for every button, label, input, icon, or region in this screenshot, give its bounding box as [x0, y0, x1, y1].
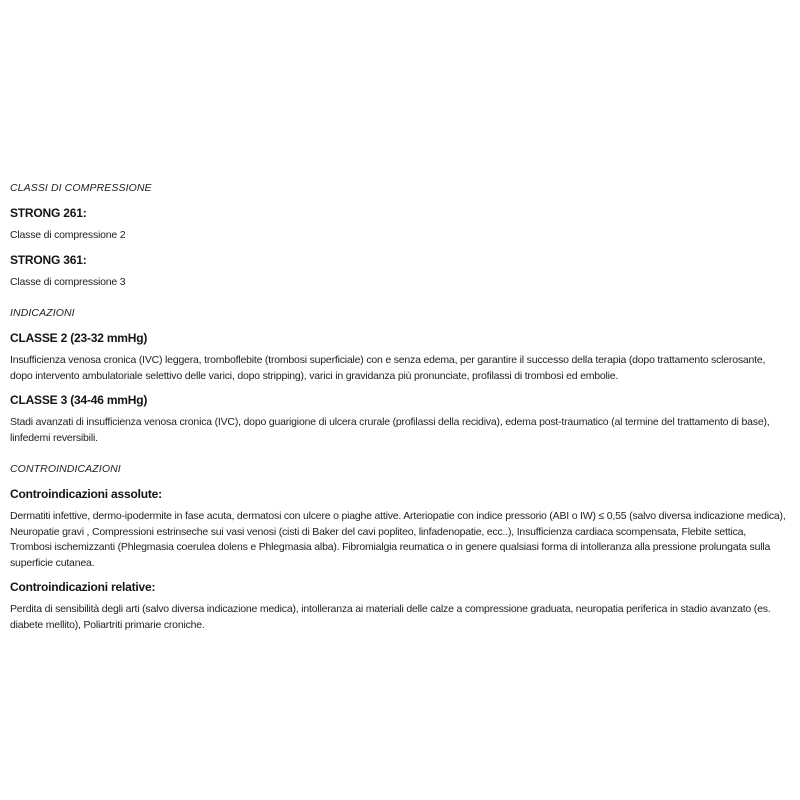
entry-label-classe-3: CLASSE 3 (34-46 mmHg) — [10, 393, 148, 407]
entry-label-classe-2: CLASSE 2 (23-32 mmHg) — [10, 331, 148, 345]
entry-text-classe-2: Insufficienza venosa cronica (IVC) leggera, tromboflebite (trombosi superficiale) con e senza edema, per garantire il successo della terapia (dopo trattamento sclerosante, dopo intervento ambulatoriale selettivo delle varici, dopo stripping), varici in gravidanza più pronunciate, profilassi di trombosi ed embolie. — [10, 354, 766, 382]
section-indicazioni — [10, 306, 790, 446]
section-title-classi-di-compressione: CLASSI DI COMPRESSIONE — [10, 182, 152, 194]
entry-label-controindicazioni-relative: Controindicazioni relative: — [10, 580, 156, 594]
entry-label-controindicazioni-assolute: Controindicazioni assolute: — [10, 487, 162, 501]
entry-label-strong-261: STRONG 261: — [10, 206, 87, 220]
section-title-controindicazioni: CONTROINDICAZIONI — [10, 463, 121, 475]
section-controindicazioni — [10, 462, 790, 633]
entry-text-controindicazioni-assolute: Dermatiti infettive, dermo-ipodermite in fase acuta, dermatosi con ulcere o piaghe attive. Arteriopatie con indice pressorio (ABI o IW) ≤ 0,55 (salvo diversa indicazione medica), Neuropatie gravi , Compressioni estrinseche sui vasi venosi (cisti di Baker del cavi popliteo, linfadenopatie, ecc..), Insufficienza cardiaca scompensata, Flebite settica, Trombosi ischemizzanti (Phlegmasia coerulea dolens e Phlegmasia alba). Fibromialgia reumatica o in genere qualsiasi forma di intolleranza alla pressione prolungata sulla superficie cutanea. — [10, 510, 786, 569]
section-classi-di-compressione — [10, 181, 790, 290]
section-title-indicazioni: INDICAZIONI — [10, 307, 75, 319]
entry-text-strong-361: Classe di compressione 3 — [10, 275, 126, 288]
entry-text-classe-3: Stadi avanzati di insufficienza venosa cronica (IVC), dopo guarigione di ulcera crurale (profilassi della recidiva), edema post-traumatico (al termine del trattamento di base), linfedemi reversibili. — [10, 416, 770, 444]
entry-text-controindicazioni-relative: Perdita di sensibilità degli arti (salvo diversa indicazione medica), intolleranza ai materiali delle calze a compressione graduata, neuropatia periferica in stadio avanzato (es. diabete mellito), Poliartriti primarie croniche. — [10, 603, 771, 631]
entry-text-strong-261: Classe di compressione 2 — [10, 229, 126, 241]
entry-label-strong-361: STRONG 361: — [10, 252, 87, 267]
